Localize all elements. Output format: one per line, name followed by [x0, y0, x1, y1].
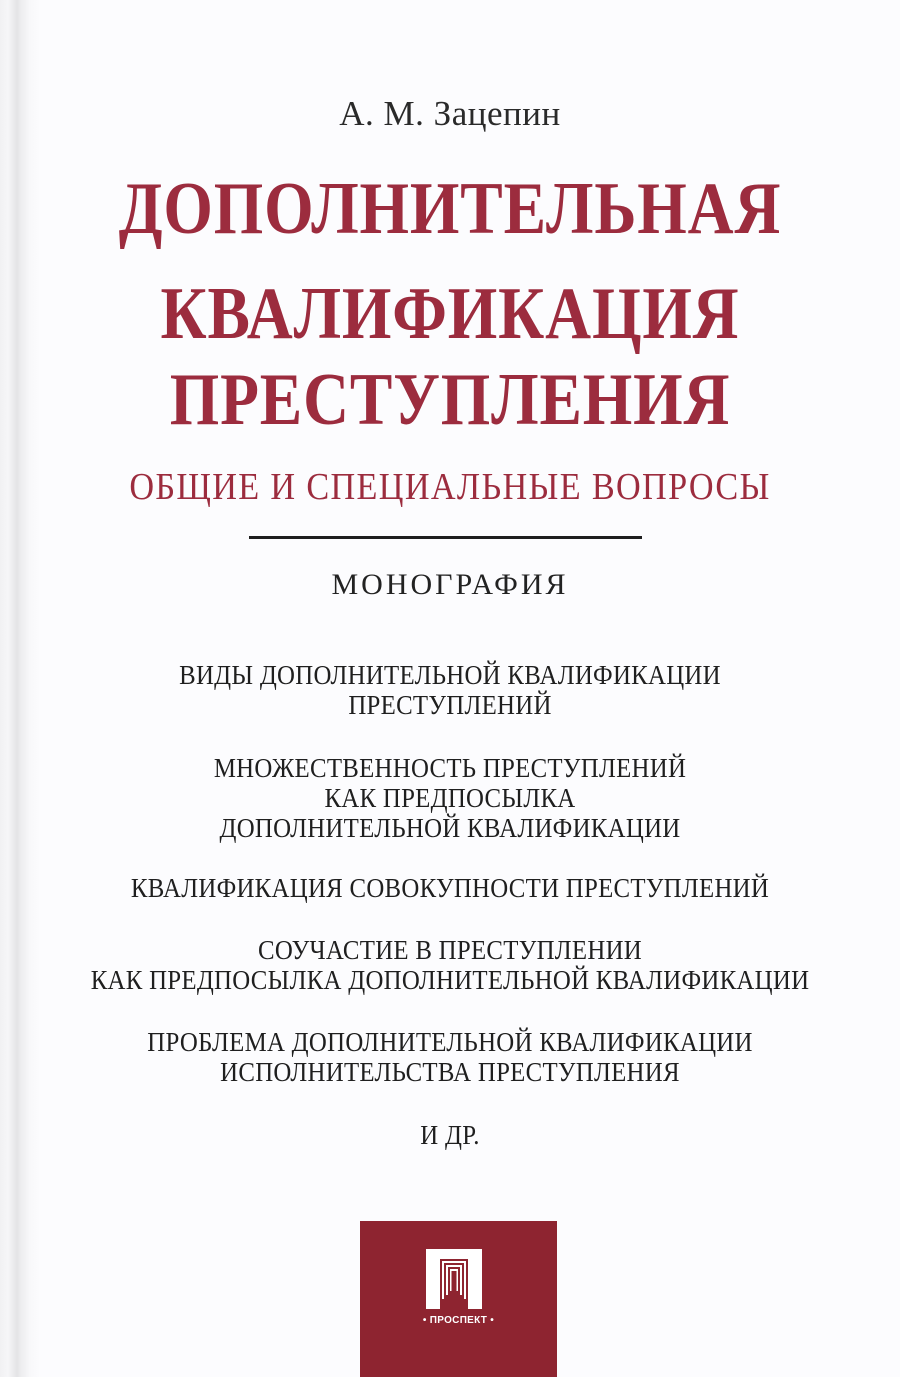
topic-line: ИСПОЛНИТЕЛЬСТВА ПРЕСТУПЛЕНИЯ	[220, 1057, 680, 1087]
title-line-1: ДОПОЛНИТЕЛЬНАЯ	[118, 168, 782, 250]
publisher-name: • ПРОСПЕКТ •	[422, 1315, 495, 1326]
author-name: А. М. Зацепин	[339, 94, 561, 133]
topic-line: ВИДЫ ДОПОЛНИТЕЛЬНОЙ КВАЛИФИКАЦИИ	[179, 660, 721, 690]
topic-item	[36, 1027, 864, 1087]
genre-label: МОНОГРАФИЯ	[331, 568, 569, 601]
topic-line: ДОПОЛНИТЕЛЬНОЙ КВАЛИФИКАЦИИ	[219, 813, 681, 843]
topic-item	[36, 873, 864, 903]
topic-line: КВАЛИФИКАЦИЯ СОВОКУПНОСТИ ПРЕСТУПЛЕНИЙ	[130, 873, 770, 903]
subtitle: ОБЩИЕ И СПЕЦИАЛЬНЫЕ ВОПРОСЫ	[129, 466, 771, 508]
title-line-2: КВАЛИФИКАЦИЯ	[160, 273, 740, 355]
divider-rule	[249, 536, 642, 539]
topic-line: И ДР.	[420, 1120, 480, 1150]
topic-line: СОУЧАСТИЕ В ПРЕСТУПЛЕНИИ	[257, 935, 643, 965]
topic-item	[36, 1120, 864, 1150]
topic-item	[36, 753, 864, 843]
topic-line: ПРОБЛЕМА ДОПОЛНИТЕЛЬНОЙ КВАЛИФИКАЦИИ	[147, 1027, 753, 1057]
topic-line: ПРЕСТУПЛЕНИЙ	[348, 690, 552, 720]
title-line-3: ПРЕСТУПЛЕНИЯ	[169, 359, 731, 441]
topic-line: КАК ПРЕДПОСЫЛКА ДОПОЛНИТЕЛЬНОЙ КВАЛИФИКАЦИИ	[90, 965, 810, 995]
prospekt-arch-logo-icon	[426, 1249, 482, 1309]
topic-item	[36, 935, 864, 995]
topic-item	[36, 660, 864, 720]
topic-line: КАК ПРЕДПОСЫЛКА	[324, 783, 576, 813]
topic-line: МНОЖЕСТВЕННОСТЬ ПРЕСТУПЛЕНИЙ	[213, 753, 687, 783]
publisher-block	[360, 1221, 557, 1377]
